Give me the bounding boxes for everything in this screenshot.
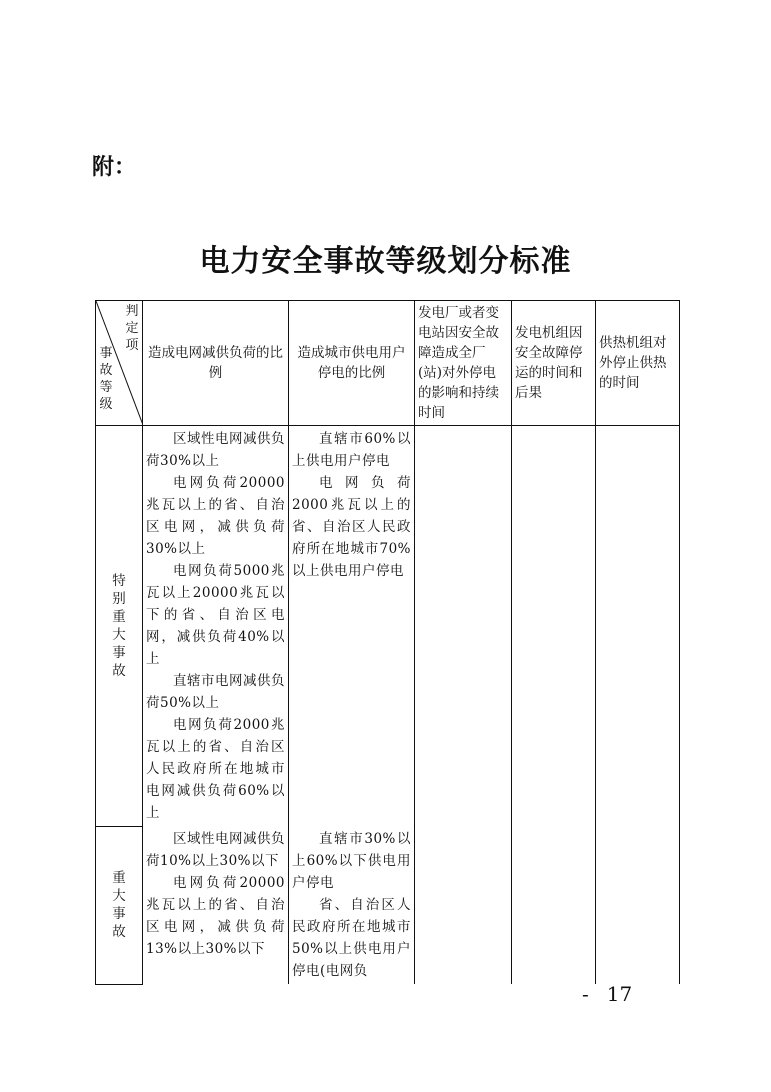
corner-label-judge: 判定项 bbox=[125, 304, 139, 353]
grade-cell-major bbox=[96, 826, 143, 984]
criterion-text: 直辖市30%以上60%以下供电用户停电 bbox=[292, 831, 411, 891]
heating-stop-cell bbox=[596, 426, 680, 827]
criterion-text: 区域性电网减供负荷10%以上30%以下 bbox=[146, 831, 285, 869]
criterion-text: 直辖市电网减供负荷50%以上 bbox=[146, 673, 285, 711]
annex-label: 附： bbox=[92, 154, 137, 180]
criterion-text: 电网负荷2000兆瓦以上的省、自治区人民政府所在地城市70%以上供电用户停电 bbox=[292, 475, 411, 579]
criterion-text: 电网负荷5000兆瓦以上20000兆瓦以下的省、自治区电网，减供负荷40%以上 bbox=[146, 563, 285, 667]
city-outage-cell bbox=[289, 426, 415, 827]
page-dash: - bbox=[582, 982, 589, 1006]
header-plant-outage: 发电厂或者变电站因安全故障造成全厂(站)对外停电的影响和持续时间 bbox=[415, 301, 512, 426]
criterion-text: 直辖市60%以上供电用户停电 bbox=[292, 431, 411, 469]
table-header-row bbox=[96, 301, 680, 426]
table-row bbox=[96, 826, 680, 984]
criterion-text: 省、自治区人民政府所在地城市50%以上供电用户停电(电网负 bbox=[292, 897, 411, 979]
heating-stop-cell bbox=[596, 826, 680, 984]
diagonal-corner-cell bbox=[96, 301, 143, 426]
grade-cell-especially-major bbox=[96, 426, 143, 827]
load-reduction-cell bbox=[143, 826, 289, 984]
plant-outage-cell bbox=[415, 426, 512, 827]
header-heating-stop: 供热机组对外停止供热的时间 bbox=[596, 301, 680, 426]
accident-grade-table bbox=[95, 300, 680, 985]
document-title: 电力安全事故等级划分标准 bbox=[199, 244, 572, 279]
grade-label: 重大事故 bbox=[112, 870, 126, 940]
load-reduction-cell bbox=[143, 426, 289, 827]
header-city-outage: 造成城市供电用户停电的比例 bbox=[289, 301, 415, 426]
header-generator-outage: 发电机组因安全故障停运的时间和后果 bbox=[512, 301, 596, 426]
page-number-value: 17 bbox=[606, 982, 633, 1006]
criterion-text: 电网负荷2000兆瓦以上的省、自治区人民政府所在地城市电网减供负荷60%以上 bbox=[146, 717, 285, 821]
city-outage-cell bbox=[289, 826, 415, 984]
page-number bbox=[582, 982, 632, 1006]
plant-outage-cell bbox=[415, 826, 512, 984]
generator-outage-cell bbox=[512, 826, 596, 984]
grade-label: 特别重大事故 bbox=[112, 572, 126, 679]
corner-label-grade: 事故等级 bbox=[99, 346, 113, 412]
header-load-reduction: 造成电网减供负荷的比例 bbox=[143, 301, 289, 426]
criterion-text: 区域性电网减供负荷30%以上 bbox=[146, 431, 285, 469]
criterion-text: 电网负荷20000兆瓦以上的省、自治区电网，减供负荷30%以上 bbox=[146, 475, 285, 557]
table-row bbox=[96, 426, 680, 827]
criterion-text: 电网负荷20000兆瓦以上的省、自治区电网，减供负荷13%以上30%以下 bbox=[146, 875, 285, 957]
generator-outage-cell bbox=[512, 426, 596, 827]
